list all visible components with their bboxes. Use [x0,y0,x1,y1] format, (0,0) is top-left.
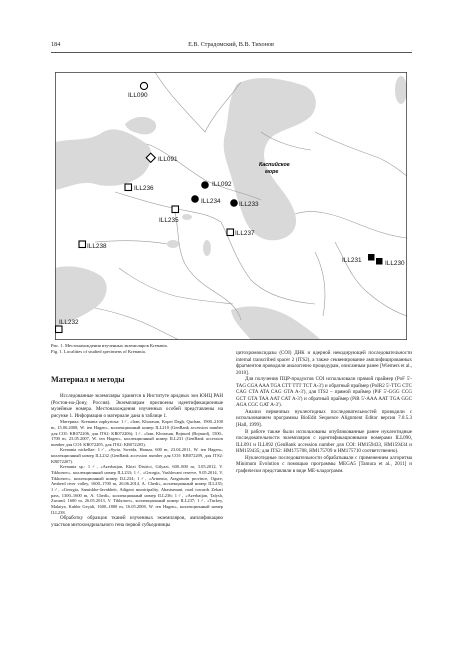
caption-en: Fig. 1. Localities of studied specimens of Krenania. [51,348,146,354]
header-authors: Е.В. Страдомский, В.В. Тихонов [188,41,274,48]
paragraph: Нуклеотидные последовательности обрабатывали с применением алгоритма Minimum Evolution с помощью программы MEGA5 [Tamura et al., 2011] и графически представляли в виде ME-кладограмм. [236,454,412,474]
label-ill091: ILL091 [158,156,178,163]
sea-label-2: море [265,169,279,175]
header-rule [51,52,412,53]
marker-ill234 [191,195,199,203]
paragraph: Для получения ПЦР-продуктов COI использовали прямой праймер (PoF 5'-TAG CGA AAA TGA CTT TTT TCT A-3') и обратный праймер (PoIR2 5'-TTG CTC CAG CTA ATA CAG GTA A-3'), для ITS2 – прямой праймер (PiF 5'-GGG CCG GCT GTA TAA AAT CAT A-3') и обратный праймер (PiR 5'-AAA AAT TGA GGC AGA CGC GAT A-3'). [236,376,413,409]
marker-ill233 [230,199,238,207]
paragraph: цитохромоксидазы (COI) ДНК и ядерной некодирующей последовательности internal transcribed spacer 2 (ITS2), а также секвенирование амплифицированных фрагментов проводили аналогично процедурам, описанным ранее [Wiemers et al., 2010]. [236,350,412,376]
marker-ill235 [172,206,179,213]
paragraph: Анализ первичных нуклеотидных последовательностей проводили с использованием программы BioEdit Sequence Alignment Editor версии 7.0.5.3 [Hall, 1999]. [236,408,412,429]
label-ill230: ILL230 [385,260,405,267]
label-ill233: ILL233 [239,201,259,208]
label-ill092: ILL092 [212,181,232,188]
label-ill090: ILL090 [128,92,148,99]
left-column [51,375,223,528]
material-paragraph: Krenania sp.: 1♂, «Azerbaijan, Khizi District, Gilyazi, 600–800 m, 3.05.2012, V. Tikhonov», коллекционный номер ILL233; 1♂, «Georgia, Vashlovani reserve, 9.05.2014, V. Tikhonov», коллекционный номер ILL234; 1♂, «Armenia, Aragatsotn province, Ogure, Amberd river valley, 1600–1700 m, 26.06.2014, A. Chedi», коллекционный номер ILL235; 1♂, «Georgia, Samtskhe-Javakheti, Adigeni municipality, Abastumani, road towards Zekari pass, 1300–1600 m, A. Chedi», коллекционный номер ILL236; 1♂, «Azerbaijan, Talysh, Zuvand, 1600 m, 26.05.2013, V. Tikhonov», коллекционный номер ILL237; 1♂, «Turkey, Malatya, Kubbe Geçidi, 1600–1800 m, 16.05.2008, W. ten Hagen», коллекционный номер ILL238. [51,464,223,515]
paragraph: Обработку образцов тканей изученных экземпляров, амплификацию участков митохондриального гена первой субъединицы [51,515,223,528]
marker-ill230 [376,258,383,265]
running-header [51,41,411,51]
page-number: 184 [51,41,61,48]
material-paragraph: Материал. Krenania zaphyrtosa: 1♂, «Iran, Khorasan, Kopet Dagh, Quchan, 1900–2100 m, 15.06.2008, W. ten Hagen», коллекционный номер ILL210 (GenBank accession number для COI: KR072206, для ITS2: KR072206); 1♂, «Iran, Khorasan, Bojnurd (Bojnurd), 1500–1700 m, 23.05.2007, W. ten Hagen», коллекционный номер ILL231 (GenBank accession number для COI: KR072205, для ITS2: KR072205). [51,419,223,447]
paragraph: В работе также были использованы опубликованные ранее нуклеотидные последовательности экземпляров с идентификационными номерами ILL090, ILL091 и ILL092 (GenBank accession number для COI: HM159433, HM159434 и HM159435; для ITS2: HM175708, HM175709 и HM175710 соответственно). [236,428,412,455]
material-paragraph: Krenania nickellae: 1♂, «Syria, Sweida, Hamza, 600 m, 23.04.2011, W. ten Hagen», коллекционный номер ILL232 (GenBank accession number для COI: KR072209, для ITS2: KR072207). [51,447,223,464]
label-ill236: ILL236 [134,185,154,192]
label-ill234: ILL234 [201,198,221,205]
marker-ill090 [140,82,147,89]
label-ill232: ILL232 [59,319,79,326]
paragraph: Исследованные экземпляры хранятся в Институте аридных зон ЮНЦ РАН (Ростов-на-Дону, Россия). Экземплярам присвоены идентификационные музейные номера. Местонахождения изученных особей представлены на рисунке 1. Информация о материале дана в таблице 1. [51,393,223,419]
marker-ill092 [201,181,209,189]
marker-ill237 [227,229,234,236]
locality-map [55,72,407,340]
caption-ru: Рис. 1. Местонахождения изученных экземпляров Krenania. [51,343,168,348]
lake-urmia [203,240,211,256]
section-title: Материал и методы [51,375,125,384]
label-ill235: ILL235 [159,217,179,224]
marker-ill238 [79,241,86,248]
marker-ill232 [56,326,63,333]
right-column [236,350,412,474]
marker-ill236 [125,184,132,191]
marker-ill231 [368,254,375,261]
label-ill237: ILL237 [235,230,255,237]
lake-van [167,240,179,248]
lake-sevan [182,214,192,220]
aral-sea-edge [395,76,407,104]
label-ill238: ILL238 [87,243,107,250]
label-ill231: ILL231 [342,257,362,264]
sea-label-1: Каспийское [259,162,290,168]
